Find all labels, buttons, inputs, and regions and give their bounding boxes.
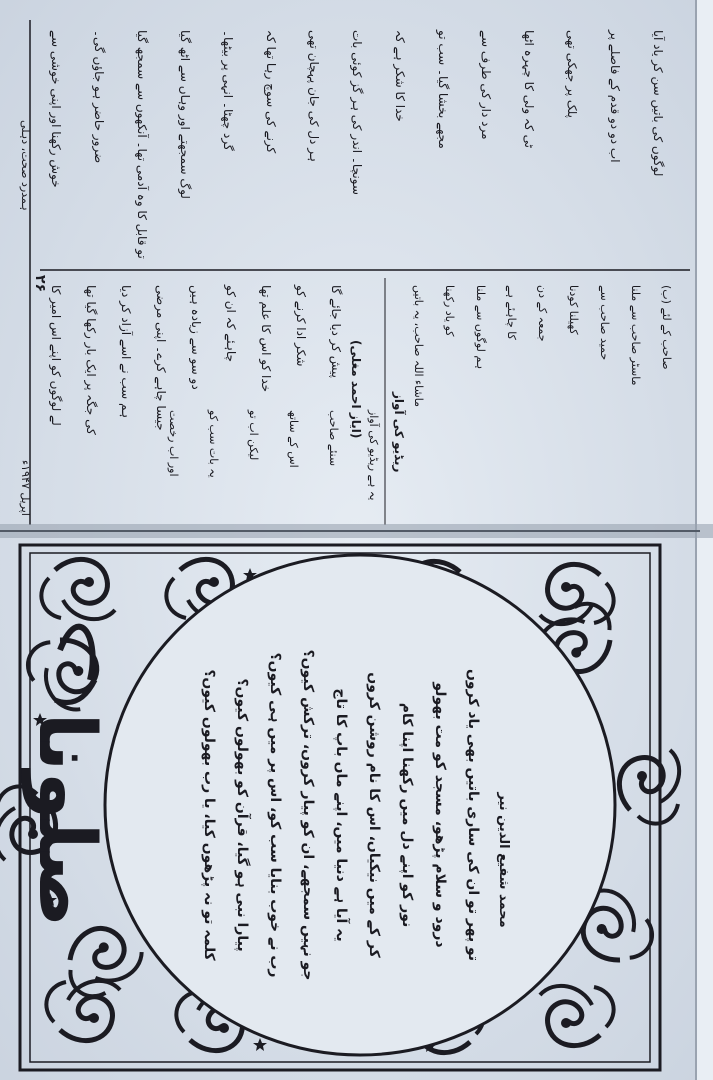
text-line: کھیلنا کودنا	[567, 285, 580, 335]
page-number: ۲۶	[32, 275, 48, 293]
text-line: پیش کر دیا جائے گا	[329, 285, 343, 379]
poem-line: کر کے میں نیکیاں، اس کا نام روشن کروں	[366, 672, 382, 958]
text-line: ہم سب نے اسے آزاد کر دیا	[119, 285, 133, 419]
text-line: کا چاہئے ہے	[505, 285, 518, 340]
text-line: یہ ہے ریڈیو کی آواز	[367, 410, 380, 501]
text-line: (ب) صاحب کے لئے	[660, 285, 673, 370]
text-line: سنئے صاحب	[327, 410, 340, 467]
text-line: لیکن اب تو	[247, 410, 260, 461]
poem-line: تو پھر تو ان کی ساری باتیں بھی یاد کروں	[465, 668, 481, 962]
header-date: اپریل ۱۹۴۷ء	[19, 460, 32, 516]
section-title: ریڈیو کی آواز	[392, 392, 406, 473]
text-line: اور اب رخصت	[167, 410, 180, 477]
text-line: اب دو دو قدم کے فاصلے پر	[608, 30, 622, 163]
text-line: لے لوگوں کو اپنے اس امیر کا	[49, 285, 63, 426]
article-signature: (ایاز احمد مغلی)	[349, 340, 363, 439]
poem-line: درود و سلام پڑھو، مسجد کو مت بھولو	[432, 682, 448, 948]
text-line: سونچا۔ اندر کی ہر گز کوئی بات	[350, 30, 364, 195]
page-edge	[696, 0, 713, 1080]
central-oval	[105, 555, 615, 1055]
poem-line: پیارا نبی ہو گیا، قرآن کو بھولوں کیوں؟	[234, 678, 250, 952]
text-line: گرد چھٹا۔ انہی پر بیٹھا۔	[221, 30, 235, 151]
text-line: کرنے کی سوچ رہا تھا کہ	[264, 30, 278, 154]
text-line: خدا کا شکر ہے کہ	[393, 30, 407, 122]
text-line: لوگ سمجھتے اور وہاں سے اٹھ گیا	[178, 30, 192, 199]
text-line: خوش رکھنا اور اپنی خوشی سے	[49, 30, 63, 188]
text-line: جمعہ کے دن	[536, 285, 549, 342]
poem-line: جو نہیں سمجھے، ان کو پیار کروں، ترکش کیوں؟	[300, 649, 316, 981]
poem-line: کلمہ تو نہ پڑھوں کیا، یا رب بھولوں کیوں؟	[201, 669, 217, 961]
poem-lines	[201, 649, 481, 980]
text-line: ہم لوگوں سے ملنا	[474, 285, 487, 370]
text-line: تو قابل کا وہ آدمی تھا۔ آنکھوں سے سمجھ گیا	[135, 30, 149, 259]
text-line: لوگوں کی باتیں سن کر یاد آیا	[651, 30, 665, 177]
text-line: ماشاء اللہ صاحب، یہ باتیں	[412, 285, 425, 407]
text-line: اس کے ساتھ	[287, 410, 300, 468]
svg-text:صلونا: صلونا	[21, 712, 111, 928]
text-line: مرد دار کی طرف سے	[479, 30, 493, 140]
text-line: پلک پر جھکی تھی	[565, 30, 579, 118]
poem-line: یہ آیا ہے دنیا میں، اپنے ماں باپ کا تاج	[333, 688, 349, 942]
text-line: یہ بات سب کو	[207, 410, 220, 478]
text-line: ضرور حاضر ہو جاؤں گی۔	[92, 30, 106, 164]
poem-line: رب نے خوب بنایا سب کو، اس پر میں ہی کیوں؟	[267, 652, 283, 978]
text-line: کی جگہ پر ایک بار رکھا گیا تھا	[84, 285, 98, 435]
text-line: شکر ادا کرنے کو	[294, 285, 308, 367]
text-line: خدا کو اس کا علم تھا	[259, 285, 273, 393]
text-line: دو سو سے زیادہ ہیں	[189, 285, 203, 390]
poem-author: محمد شفیع الدین نیر	[496, 792, 511, 928]
text-line: مجھے بخشا گیا۔ سب تو	[436, 30, 450, 149]
text-line: چاہئے کہ ان کو	[224, 285, 238, 363]
header-title: ہمدرد صحت، دہلی	[19, 120, 32, 211]
text-line: ماسٹر صاحب سے ملنا	[629, 285, 642, 386]
text-line: کو یاد رکھنا	[443, 285, 456, 337]
text-line: جیسا چاہے کرے۔ اپنی مرضی	[154, 285, 168, 431]
poem-line: نور کو اپنے دل میں رکھنا اپنا کام	[399, 702, 415, 928]
text-line: حمید صاحب سے	[598, 285, 611, 361]
text-line: ہر دل کی جان پہچان تھی	[307, 30, 321, 162]
text-line: ٹی کہ ولی کا چہرہ اٹھا	[522, 30, 536, 148]
